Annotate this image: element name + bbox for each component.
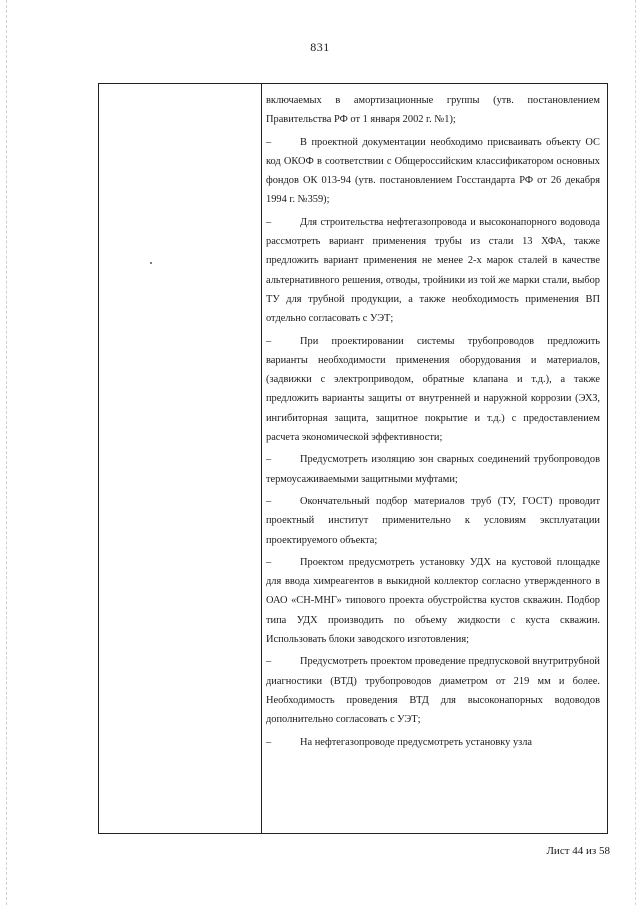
list-item-text: Предусмотреть проектом проведение предпусковой внутритрубной диагностики (ВТД) трубопроводов диаметром от 219 мм и более. Необходимость проведения ВТД для высоконапорных водоводов дополнительно согласовать с УЭТ;: [266, 656, 600, 726]
list-item: [266, 450, 600, 489]
sheet-counter: Лист 44 из 58: [546, 845, 610, 857]
list-item-text: При проектировании системы трубопроводов предложить варианты необходимости применения оборудования и материалов, (задвижки с электроприводом, обратные клапана и т.д.), а также предложить варианты защиты от внутренней и наружной коррозии (ЭХЗ, ингибиторная защита, защитное покрытие и т.д.) с предоставлением расчета экономической эффективности;: [266, 335, 600, 444]
list-item: [266, 652, 600, 729]
list-item-text: Проектом предусмотреть установку УДХ на кустовой площадке для ввода химреагентов в выкидной коллектор согласно утвержденного в ОАО «СН-МНГ» типового проекта обустройства кустов скважин. Подбор типа УДХ производить по объему жидкости с куста скважин. Использовать блоки заводского изготовления;: [266, 556, 600, 646]
list-item-text: Для строительства нефтегазопровода и высоконапорного водовода рассмотреть вариант применения трубы из стали 13 ХФА, также предложить вариант применения не менее 2-х марок сталей в качестве альтернативного решения, отводы, тройники из той же марки стали, выбор ТУ для трубной продукции, а также необходимость применения ВП отдельно согласовать с УЭТ;: [266, 216, 600, 325]
requirements-text-cell: [266, 91, 600, 755]
list-item-text: На нефтегазопроводе предусмотреть установку узла: [300, 736, 533, 748]
scan-edge-right: [635, 0, 636, 905]
paragraph-text: включаемых в амортизационные группы (утв. постановлением Правительства РФ от 1 января 2002 г. №1);: [266, 95, 600, 126]
list-item: [266, 492, 600, 550]
dash-marker: –: [266, 656, 272, 668]
requirements-table: [98, 83, 608, 834]
table-column-divider: [261, 83, 262, 833]
dash-marker: –: [266, 335, 272, 347]
list-item-text: Предусмотреть изоляцию зон сварных соединений трубопроводов термоусаживаемыми защитными муфтами;: [266, 454, 600, 485]
dash-marker: –: [266, 216, 272, 228]
dash-marker: –: [266, 736, 272, 748]
scan-speck: [150, 262, 152, 264]
paragraph-continuation: [266, 91, 600, 130]
dash-marker: –: [266, 495, 272, 507]
dash-marker: –: [266, 556, 272, 568]
list-item: [266, 553, 600, 649]
table-top-border: [99, 83, 607, 84]
list-item: [266, 133, 600, 210]
dash-marker: –: [266, 454, 272, 466]
page-number: 831: [310, 40, 330, 54]
list-item: [266, 733, 600, 752]
scan-edge-left: [6, 0, 7, 905]
list-item: [266, 332, 600, 448]
dash-marker: –: [266, 136, 272, 148]
list-item: [266, 213, 600, 329]
list-item-text: В проектной документации необходимо присваивать объекту ОС код ОКОФ в соответствии с Общероссийским классификатором основных фондов ОК 013-94 (утв. постановлением Госстандарта РФ от 26 декабря 1994 г. №359);: [266, 136, 600, 206]
list-item-text: Окончательный подбор материалов труб (ТУ, ГОСТ) проводит проектный институт применительно к условиям эксплуатации проектируемого объекта;: [266, 495, 600, 546]
